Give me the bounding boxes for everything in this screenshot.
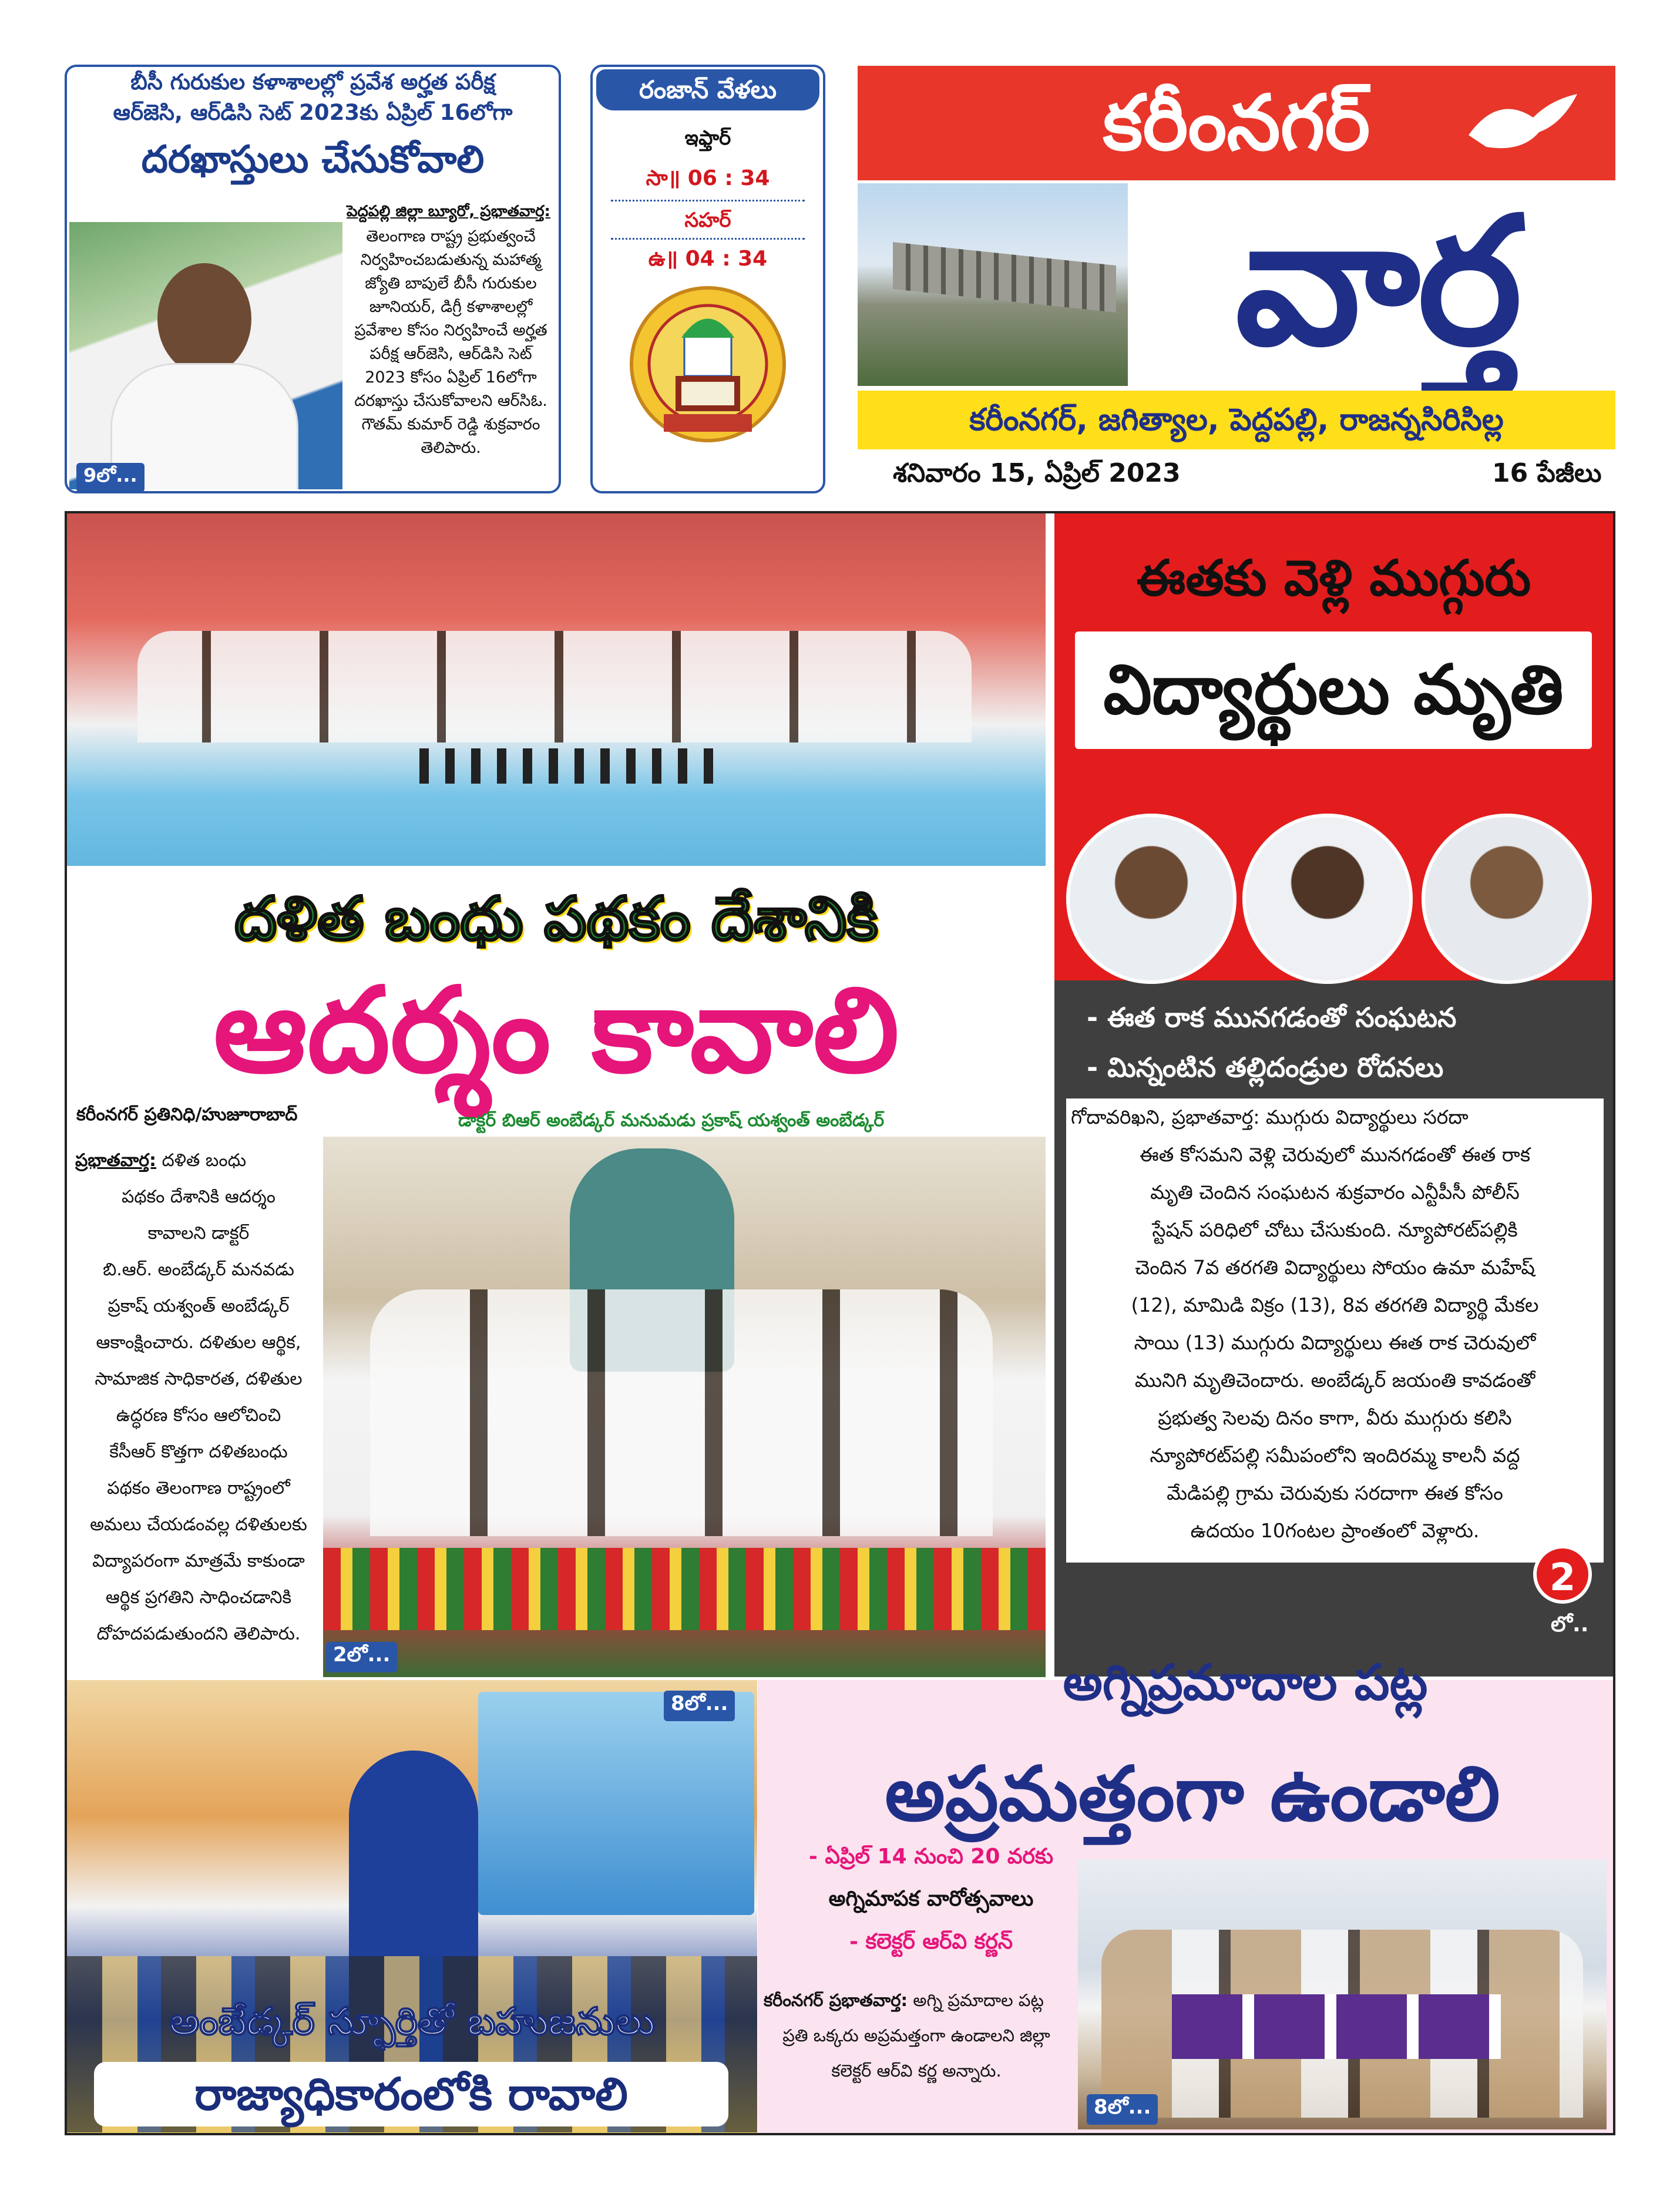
lead-body [75, 1143, 322, 1652]
body-line: పరీక్ష ఆర్‌జెసి, ఆర్‌డిసి సెట్ [369, 345, 532, 363]
right-jump-suffix: లో.. [1551, 1612, 1589, 1637]
lead-statue-photo [323, 1137, 1046, 1677]
people-row [137, 631, 972, 743]
body-line: జూనియర్, డిగ్రీ కళాశాలల్లో [369, 298, 533, 316]
body-line: తెలంగాణ రాష్ట్ర ప్రభుత్వంచే [366, 227, 536, 246]
lead-body-line: విద్యాపరంగా మాత్రమే కాకుండా [92, 1551, 305, 1571]
bottom-right-body-line [764, 1983, 1069, 2018]
lead-headline-main: ఆదర్శం కావాలి [213, 962, 899, 1099]
ramzan-divider [611, 200, 805, 201]
body-line: దరఖాస్తు చేసుకోవాలని ఆర్‌సిఓ. [354, 392, 547, 410]
victim-photo-1 [1066, 814, 1237, 984]
lead-body-line: ఆర్థిక ప్రగతిని సాధించడానికి [105, 1587, 292, 1608]
lead-body-lead: ప్రభాతవార్త: [75, 1150, 157, 1171]
bottom-right-body-lead: కరీంనగర్ ప్రభాతవార్త: [764, 1990, 908, 2010]
lead-photo-caption: డాక్టర్ బిఆర్ అంబేడ్కర్ మనుమడు ప్రకాష్ యశ్వంత్ అంబేడ్కర్ [458, 1110, 885, 1131]
person-head [157, 263, 251, 375]
sahar-label: సహర్ [684, 209, 731, 232]
top-left-body [347, 225, 555, 460]
iftar-label: ఇఫ్తార్ [684, 126, 731, 150]
right-bullet: - మిన్నంటిన తల్లిదండ్రుల రోదనలు [1087, 1051, 1444, 1083]
right-body-line: సాయి (13) ముగ్గురు విద్యార్థులు ఈత రాక చెరువులో [1134, 1331, 1536, 1354]
bottom-right-bullet: అగ్నిమాపక వారోత్సవాలు [828, 1887, 1034, 1911]
ramzan-divider [611, 238, 805, 240]
bottom-right-headline-main: అప్రమత్తంగా ఉండాలి [885, 1751, 1500, 1838]
lead-body-line: దోహదపడుతుందని తెలిపారు. [96, 1624, 301, 1644]
right-body-line: మునిగి మృతిచెందారు. అంబేడ్కర్ జయంతి కావడంతో [1134, 1369, 1535, 1392]
right-body-line: ఉదయం 10గంటల ప్రాంతంలో వెళ్లారు. [1190, 1519, 1480, 1542]
right-body-panel [1066, 1098, 1604, 1563]
right-bullet: - ఈత రాక మునగడంతో సంఘటన [1087, 1002, 1457, 1033]
bottom-right-body-line: ప్రతి ఒక్కరు అప్రమత్తంగా ఉండాలని జిల్లా [782, 2025, 1050, 2045]
lead-body-line: ఆకాంక్షించారు. దళితుల ఆర్థిక, [96, 1332, 301, 1353]
lead-body-line: అమలు చేయడంవల్ల దళితులకు [90, 1514, 307, 1535]
dove-logo-icon [1463, 88, 1580, 164]
victim-photo-2 [1242, 814, 1413, 984]
lead-story-photo [67, 513, 1046, 866]
top-left-dateline: పెద్దపల్లి జిల్లా బ్యూరో, ప్రభాతవార్త: [347, 203, 550, 220]
right-body-line: స్టేషన్ పరిధిలో చోటు చేసుకుంది. న్యూపోరట్‌పల్లికి [1152, 1218, 1518, 1241]
lead-jump: 2లో... [326, 1642, 397, 1672]
dam-wall [893, 242, 1116, 313]
lead-body-line: ప్రకాష్ యశ్వంత్ అంబేడ్కర్ [107, 1296, 290, 1316]
microphones [419, 748, 725, 784]
top-left-photo [69, 222, 342, 489]
lead-dateline: కరీంనగర్ ప్రతినిధి/హుజూరాబాద్ [76, 1104, 298, 1125]
people-group [370, 1289, 993, 1536]
bottom-left-jump: 8లో... [664, 1691, 735, 1721]
masthead-date: శనివారం 15, ఏప్రిల్ 2023 [893, 458, 1181, 488]
masthead-title-top: కరీంనగర్ [858, 66, 1615, 180]
lead-body-line: పథకం దేశానికి ఆదర్శం [121, 1187, 275, 1207]
banner-ambedkar [478, 1692, 754, 1915]
mosque-emblem-icon [623, 282, 793, 452]
right-jump-badge: 2 [1533, 1545, 1592, 1604]
body-line: ప్రవేశాల కోసం నిర్వహించే అర్హత [354, 321, 547, 340]
bottom-right-body [764, 1983, 1069, 2088]
bottom-left-caption-2: రాజ్యాధికారంలోకి రావాలి [94, 2062, 728, 2126]
masthead-dam-photo [858, 183, 1128, 386]
sahar-time: ఉ॥ 04 : 34 [648, 247, 768, 271]
lead-headline-top: దళిత బంధు పథకం దేశానికి [234, 884, 878, 954]
iftar-time: సా॥ 06 : 34 [646, 166, 770, 190]
body-line: తెలిపారు. [421, 439, 481, 457]
top-left-jump: 9లో... [76, 463, 145, 492]
masthead-pages: 16 పేజీలు [1492, 458, 1602, 488]
right-body-line: మేడిపల్లి గ్రామ చెరువుకు సరదాగా ఈత కోసం [1167, 1481, 1503, 1504]
bottom-right-jump: 8లో... [1087, 2094, 1158, 2125]
top-left-kicker-2: ఆర్‌జెసి, ఆర్‌డిసి సెట్ 2023కు ఏప్రిల్ 16లోగా [113, 100, 513, 125]
lead-body-line: కేసీఆర్ కొత్తగా దళితబంధు [109, 1442, 288, 1462]
flower-garland [323, 1548, 1046, 1630]
bottom-right-headline-top: అగ్నిప్రమాదాల పట్ల [1063, 1654, 1428, 1711]
masthead-districts: కరీంనగర్, జగిత్యాల, పెద్దపల్లి, రాజన్నసిరిసిల్ల [858, 391, 1615, 449]
right-body-line: న్యూపోరట్‌పల్లి సమీపంలోని ఇందిరమ్మ కాలనీ వద్ద [1150, 1444, 1520, 1467]
top-left-kicker-1: బీసీ గురుకుల కళాశాలల్లో ప్రవేశ అర్హత పరీక్ష [130, 69, 495, 95]
right-body-line: మృతి చెందిన సంఘటన శుక్రవారం ఎన్టీపీసీ పోలీస్ [1150, 1181, 1520, 1204]
bottom-right-bullet: - ఏప్రిల్ 14 నుంచి 20 వరకు [808, 1845, 1054, 1869]
bottom-left-caption-1: అంబేడ్కర్ స్ఫూర్తితో బహుజనులు [169, 2000, 655, 2044]
right-body-line: ఈత కోసమని వెళ్లి చెరువులో మునగడంతో ఈత రాక [1139, 1143, 1531, 1166]
bottom-right-photo [1078, 1859, 1607, 2129]
bottom-right-body-first: అగ్ని ప్రమాదాల పట్ల [913, 1990, 1044, 2010]
body-line: నిర్వహించబడుతున్న మహాత్మ [360, 251, 542, 269]
lead-body-first: దళిత బంధు [162, 1150, 247, 1171]
body-line: గౌతమ్ కుమార్ రెడ్డి శుక్రవారం [361, 415, 540, 434]
right-body-line: చెందిన 7వ తరగతి విద్యార్థులు సోయం ఉమా మహేష్ [1135, 1256, 1535, 1279]
right-headline-top: ఈతకు వెళ్లి ముగ్గురు [1136, 549, 1531, 607]
lead-body-line: బి.ఆర్. అంబేడ్కర్ మనవడు [103, 1259, 294, 1280]
masthead-title-main: వార్త [1235, 179, 1520, 384]
lead-body-line: ఉద్ధరణ కోసం ఆలోచించి [116, 1405, 281, 1426]
posters [1172, 1994, 1501, 2059]
lead-body-line: కావాలని డాక్టర్ [147, 1223, 250, 1244]
body-line: 2023 కోసం ఏప్రిల్ 16లోగా [365, 368, 537, 387]
body-line: జ్యోతి బాపులే బీసీ గురుకుల [365, 274, 537, 293]
right-body-line: (12), మామిడి విక్రం (13), 8వ తరగతి విద్యార్థి మేకల [1131, 1294, 1539, 1316]
right-body-line: ప్రభుత్వ సెలవు దినం కాగా, వీరు ముగ్గురు కలిసి [1158, 1406, 1512, 1429]
right-headline-main: విద్యార్థులు మృతి [1075, 631, 1592, 749]
victim-photo-3 [1422, 814, 1592, 984]
lead-body-line: సామాజిక సాధికారత, దళితుల [95, 1369, 303, 1389]
top-left-headline: దరఖాస్తులు చేసుకోవాలి [141, 138, 485, 182]
bottom-right-bullet: - కలెక్టర్ ఆర్‌వి కర్ణన్ [849, 1930, 1013, 1954]
ramzan-title: రంజాన్ వేళలు [596, 69, 819, 110]
bottom-right-body-line: కలెక్టర్ ఆర్‌వి కర్ణ అన్నారు. [831, 2061, 1002, 2081]
lead-body-line [75, 1143, 322, 1179]
lead-body-line: పథకం తెలంగాణ రాష్ట్రంలో [107, 1478, 290, 1499]
right-body-line: గోదావరిఖని, ప్రభాతవార్త: ముగ్గురు విద్యార్థులు సరదా [1071, 1106, 1469, 1128]
